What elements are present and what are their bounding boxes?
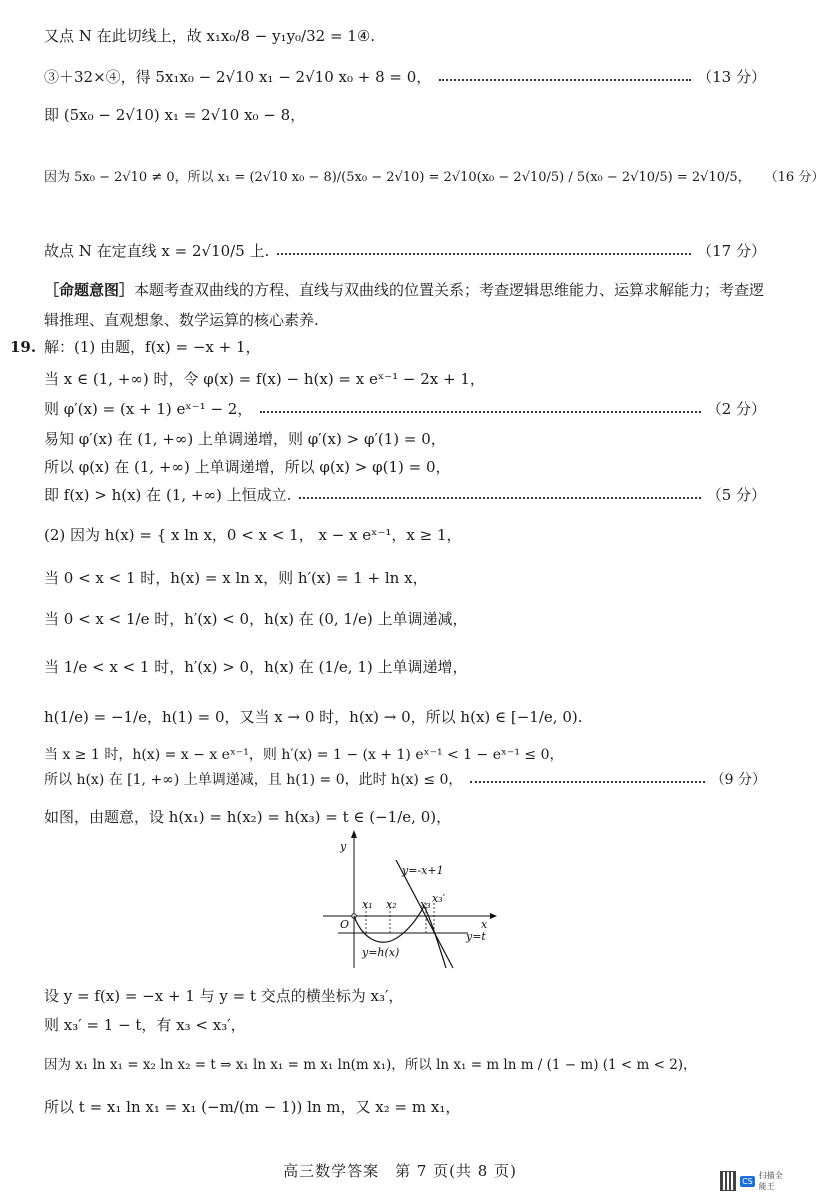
line-13pts: ③＋32×④，得 5x₁x₀ − 2√10 x₁ − 2√10 x₀ + 8 = 0， （13 分） <box>44 68 766 86</box>
q19-line: 当 0 < x < 1 时，h(x) = x ln x，则 h′(x) = 1 + ln x， <box>44 569 428 587</box>
q19-line: 所以 t = x₁ ln x₁ = x₁ (−m/(m − 1)) ln m，又 x₂ = m x₁， <box>44 1098 461 1116</box>
leader-dots <box>470 781 704 783</box>
line-tangent: 又点 N 在此切线上，故 x₁x₀/8 − y₁y₀/32 = 1④. <box>44 27 376 45</box>
q19-line: (2) 因为 h(x) = { x ln x，0 < x < 1， x − x eˣ⁻¹，x ≥ 1， <box>44 526 462 544</box>
score-label: （9 分） <box>710 772 766 788</box>
scanner-watermark <box>720 1170 790 1192</box>
cs-badge: CS <box>742 1176 753 1186</box>
q19-line: 当 x ∈ (1, +∞) 时，令 φ(x) = f(x) − h(x) = x eˣ⁻¹ − 2x + 1， <box>44 370 485 388</box>
q19-line: 当 1/e < x < 1 时，h′(x) > 0，h(x) 在 (1/e, 1) 上单调递增， <box>44 658 468 676</box>
q19-line: h(1/e) = −1/e，h(1) = 0，又当 x → 0 时，h(x) → 0，所以 h(x) ∈ [−1/e, 0). <box>44 708 583 726</box>
q19-line: 当 0 < x < 1/e 时，h′(x) < 0，h(x) 在 (0, 1/e) 上单调递减， <box>44 610 468 628</box>
y-axis-label: y <box>340 840 347 853</box>
q19-line: 如图，由题意，设 h(x₁) = h(x₂) = h(x₃) = t ∈ (−1/e, 0)， <box>44 808 452 826</box>
leader-dots <box>299 497 700 499</box>
leader-dots <box>260 411 700 413</box>
intent-text: 本题考查双曲线的方程、直线与双曲线的位置关系；考查逻辑思维能力、运算求解能力；考查逻辑推理、直观想象、数学运算的核心素养. <box>44 281 765 329</box>
q19-line: 则 φ′(x) = (x + 1) eˣ⁻¹ − 2， （2 分） <box>44 400 766 418</box>
function-graph <box>318 828 498 973</box>
score-label: （16 分） <box>764 170 824 185</box>
q19-line: 因为 x₁ ln x₁ = x₂ ln x₂ = t ⇒ x₁ ln x₁ = m x₁ ln(m x₁)，所以 ln x₁ = m ln m / (1 − m) (1 < m < 2)， <box>44 1057 697 1073</box>
q19-line: 所以 φ(x) 在 (1, +∞) 上单调递增，所以 φ(x) > φ(1) = 0， <box>44 458 451 476</box>
intent-paragraph <box>44 275 770 335</box>
q19-line: 设 y = f(x) = −x + 1 与 y = t 交点的横坐标为 x₃′， <box>44 987 404 1005</box>
score-label: （17 分） <box>697 242 766 260</box>
leader-dots <box>277 253 691 255</box>
q19-line: 当 x ≥ 1 时，h(x) = x − x eˣ⁻¹，则 h′(x) = 1 − (x + 1) eˣ⁻¹ < 1 − eˣ⁻¹ ≤ 0， <box>44 747 564 763</box>
q19-line: 易知 φ′(x) 在 (1, +∞) 上单调递增，则 φ′(x) > φ′(1) = 0， <box>44 430 446 448</box>
page-footer: 高三数学答案 第 7 页(共 8 页) <box>283 1162 517 1180</box>
t-line-label: y=t <box>466 930 486 943</box>
line-16pts: 因为 5x₀ − 2√10 ≠ 0，所以 x₁ = (2√10 x₀ − 8)/(5x₀ − 2√10) = 2√10(x₀ − 2√10/5) / 5(x₀ − 2√10/5) = 2√10/5， （16 分） <box>44 166 766 185</box>
qr-code-icon <box>720 1171 736 1191</box>
x1-label: x₁ <box>362 898 373 911</box>
q19-line: 所以 h(x) 在 [1, +∞) 上单调递减，且 h(1) = 0，此时 h(x) ≤ 0， （9 分） <box>44 769 766 789</box>
y-axis-arrow-icon <box>351 830 357 838</box>
origin-label: O <box>340 918 350 931</box>
score-label: （2 分） <box>706 400 766 418</box>
line-label: y=-x+1 <box>402 864 444 877</box>
x-axis-label: x <box>481 918 488 931</box>
x3p-label: x₃′ <box>432 892 446 905</box>
x3-label: x₃ <box>420 898 431 911</box>
score-label: （13 分） <box>697 68 766 86</box>
q19-line: 即 f(x) > h(x) 在 (1, +∞) 上恒成立. （5 分） <box>44 486 766 504</box>
h-label: y=h(x) <box>362 946 400 959</box>
score-label: （5 分） <box>706 486 766 504</box>
scanner-name: 扫描全能王 <box>758 1171 783 1191</box>
intent-label: ［命题意图］ <box>44 281 135 299</box>
leader-dots <box>439 79 691 81</box>
question-number: 19. <box>10 338 37 356</box>
q19-line: 则 x₃′ = 1 − t，有 x₃ < x₃′， <box>44 1016 246 1034</box>
line-17pts: 故点 N 在定直线 x = 2√10/5 上. （17 分） <box>44 242 766 260</box>
x2-label: x₂ <box>386 898 397 911</box>
line-simplify: 即 (5x₀ − 2√10) x₁ = 2√10 x₀ − 8， <box>44 106 306 124</box>
q19-line: 解：(1) 由题，f(x) = −x + 1， <box>44 338 261 356</box>
x-axis-arrow-icon <box>490 913 497 919</box>
